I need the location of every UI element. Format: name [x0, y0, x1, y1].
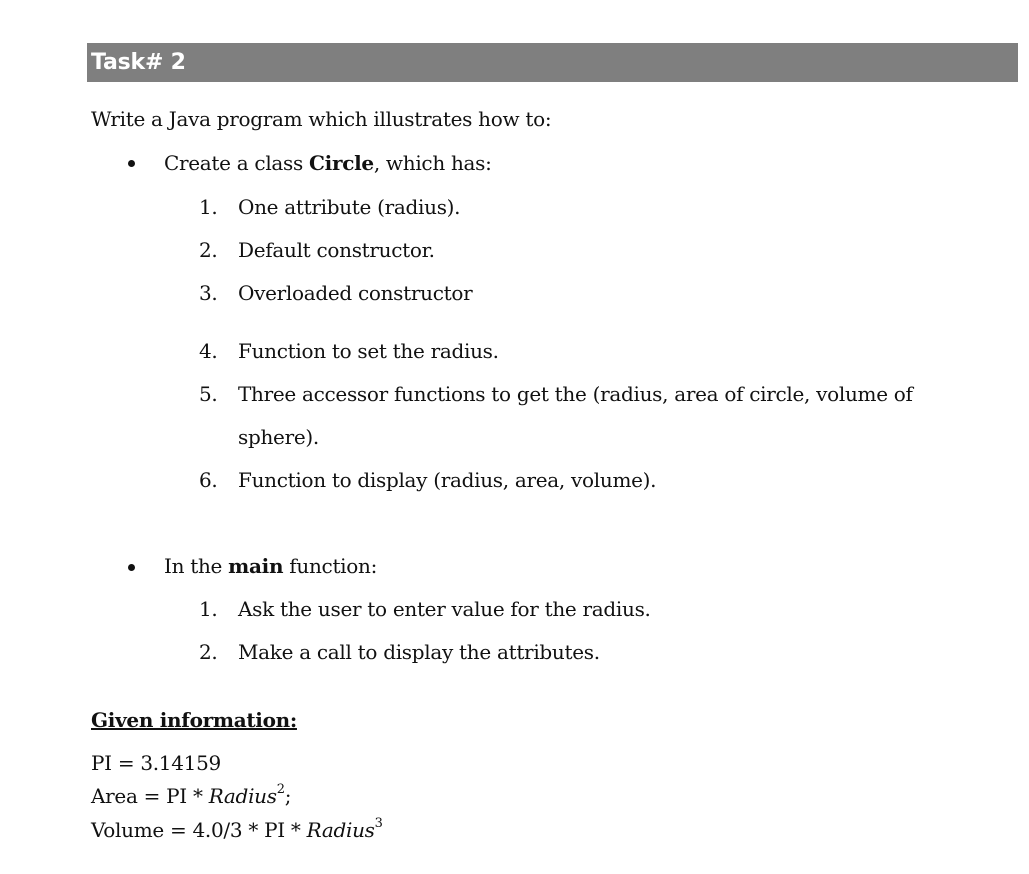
bullet-bold: Circle — [309, 151, 374, 175]
given-info-heading: Given information: — [91, 708, 297, 732]
list-number: 6. — [199, 468, 218, 492]
volume-exponent: 3 — [374, 816, 383, 832]
task-header-bar — [87, 43, 1018, 82]
pi-formula: PI = 3.14159 — [91, 751, 221, 775]
list-number: 5. — [199, 382, 218, 406]
list-number: 1. — [199, 597, 218, 621]
list-number: 3. — [199, 281, 218, 305]
bullet-dot-icon — [128, 160, 135, 167]
list-item: Make a call to display the attributes. — [238, 640, 600, 664]
list-number: 4. — [199, 339, 218, 363]
bullet-class-circle — [164, 150, 492, 176]
task-title: Task# 2 — [91, 50, 186, 75]
area-prefix: Area = PI * — [91, 784, 209, 808]
volume-prefix: Volume = 4.0/3 * PI * — [91, 818, 307, 842]
list-item-continuation: sphere). — [238, 425, 319, 449]
list-item: Overloaded constructor — [238, 281, 473, 305]
radius-var: Radius — [208, 784, 277, 808]
volume-formula — [91, 817, 383, 843]
intro-text: Write a Java program which illustrates how to: — [91, 107, 552, 131]
bullet-dot-icon — [128, 564, 135, 571]
bullet-pre: In the — [164, 554, 229, 578]
list-item: Function to set the radius. — [238, 339, 499, 363]
bullet-pre: Create a class — [164, 151, 310, 175]
list-number: 1. — [199, 195, 218, 219]
list-number: 2. — [199, 640, 218, 664]
list-item: One attribute (radius). — [238, 195, 461, 219]
area-suffix: ; — [284, 784, 292, 808]
list-number: 2. — [199, 238, 218, 262]
bullet-bold: main — [228, 554, 284, 578]
area-exponent: 2 — [276, 782, 285, 798]
list-item: Default constructor. — [238, 238, 435, 262]
list-item: Three accessor functions to get the (radius, area of circle, volume of — [238, 382, 913, 406]
area-formula — [91, 783, 291, 809]
bullet-post: function: — [283, 554, 378, 578]
bullet-main-function — [164, 553, 377, 579]
list-item: Ask the user to enter value for the radius. — [238, 597, 651, 621]
radius-var: Radius — [306, 818, 375, 842]
bullet-post: , which has: — [373, 151, 492, 175]
list-item: Function to display (radius, area, volume). — [238, 468, 657, 492]
